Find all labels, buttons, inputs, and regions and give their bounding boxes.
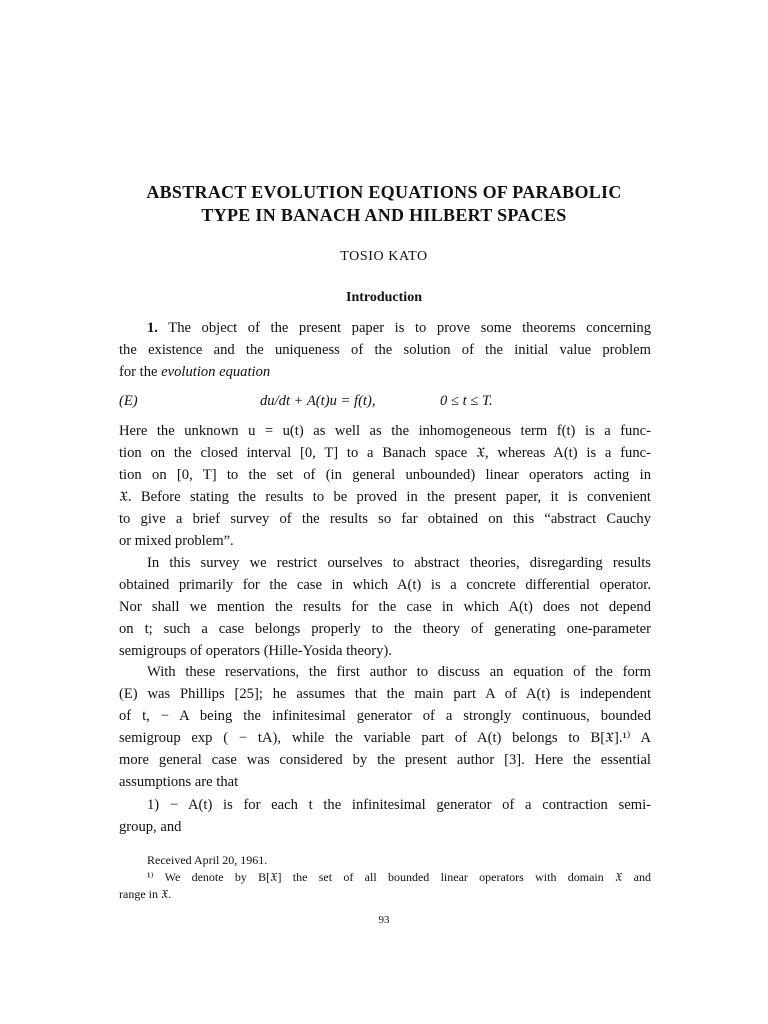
paragraph-3-line-3: Nor shall we mention the results for the case in which A(t) does not depend [119, 599, 651, 615]
equation-body-text: du/dt + A(t)u = f(t), [260, 393, 376, 409]
paragraph-3-line-5: semigroups of operators (Hille-Yosida theory). [119, 643, 392, 659]
item-1-line-2: group, and [119, 819, 182, 835]
equation-label-text: (E) [119, 393, 138, 409]
paragraph-1-prefix: for the [119, 364, 158, 380]
author: TOSIO KATO [340, 249, 428, 264]
title-line-2: TYPE IN BANACH AND HILBERT SPACES [201, 205, 567, 225]
equation-body [260, 393, 376, 410]
paragraph-4-line-4: semigroup exp ( − tA), while the variable part of A(t) belongs to B[𝔛].¹⁾ A [119, 730, 651, 746]
paragraph-3-line-1: In this survey we restrict ourselves to abstract theories, disregarding results [147, 555, 651, 571]
title-line-1: ABSTRACT EVOLUTION EQUATIONS OF PARABOLIC [146, 182, 622, 202]
footnote-1-line-1: ¹⁾ We denote by B[𝔛] the set of all bounded linear operators with domain 𝔛 and [147, 870, 651, 884]
paragraph-2-line-2: tion on the closed interval [0, T] to a Banach space 𝔛, whereas A(t) is a func- [119, 445, 651, 461]
footnote-received: Received April 20, 1961. [147, 853, 268, 867]
paragraph-2-line-1: Here the unknown u = u(t) as well as the inhomogeneous term f(t) is a func- [119, 423, 651, 439]
paragraph-1-line-3 [119, 361, 651, 383]
footnote-1-line-2: range in 𝔛. [119, 887, 172, 901]
equation-label [119, 393, 138, 410]
paragraph-4-line-3: of t, − A being the infinitesimal generator of a strongly continuous, bounded [119, 708, 651, 724]
equation-range-text: 0 ≤ t ≤ T. [440, 393, 493, 409]
paragraph-1-text: The object of the present paper is to prove some theorems concerning [168, 320, 651, 336]
paragraph-2-line-3: tion on [0, T] to the set of (in general unbounded) linear operators acting in [119, 467, 651, 483]
paragraph-4-line-6: assumptions are that [119, 774, 239, 790]
page-number: 93 [378, 914, 390, 926]
paragraph-3-line-4: on t; such a case belongs properly to the theory of generating one-parameter [119, 621, 651, 637]
paragraph-2-line-6: or mixed problem”. [119, 533, 234, 549]
paragraph-1-line-2: the existence and the uniqueness of the solution of the initial value problem [119, 342, 651, 358]
emphasis-evolution-equation: evolution equation [161, 364, 271, 380]
paragraph-4-line-1: With these reservations, the first author to discuss an equation of the form [147, 664, 651, 680]
paragraph-1-line-1 [147, 317, 651, 339]
equation-range [440, 393, 493, 410]
item-1-line-1: 1) − A(t) is for each t the infinitesimal generator of a contraction semi- [147, 797, 651, 813]
paragraph-3-line-2: obtained primarily for the case in which A(t) is a concrete differential operator. [119, 577, 651, 593]
section-heading: Introduction [346, 290, 422, 305]
paragraph-2-line-4: 𝔛. Before stating the results to be proved in the present paper, it is convenient [119, 489, 651, 505]
paragraph-2-line-5: to give a brief survey of the results so far obtained on this “abstract Cauchy [119, 511, 651, 527]
paragraph-4-line-5: more general case was considered by the present author [3]. Here the essential [119, 752, 651, 768]
paragraph-4-line-2: (E) was Phillips [25]; he assumes that the main part A of A(t) is independent [119, 686, 651, 702]
paragraph-number: 1. [147, 320, 158, 336]
